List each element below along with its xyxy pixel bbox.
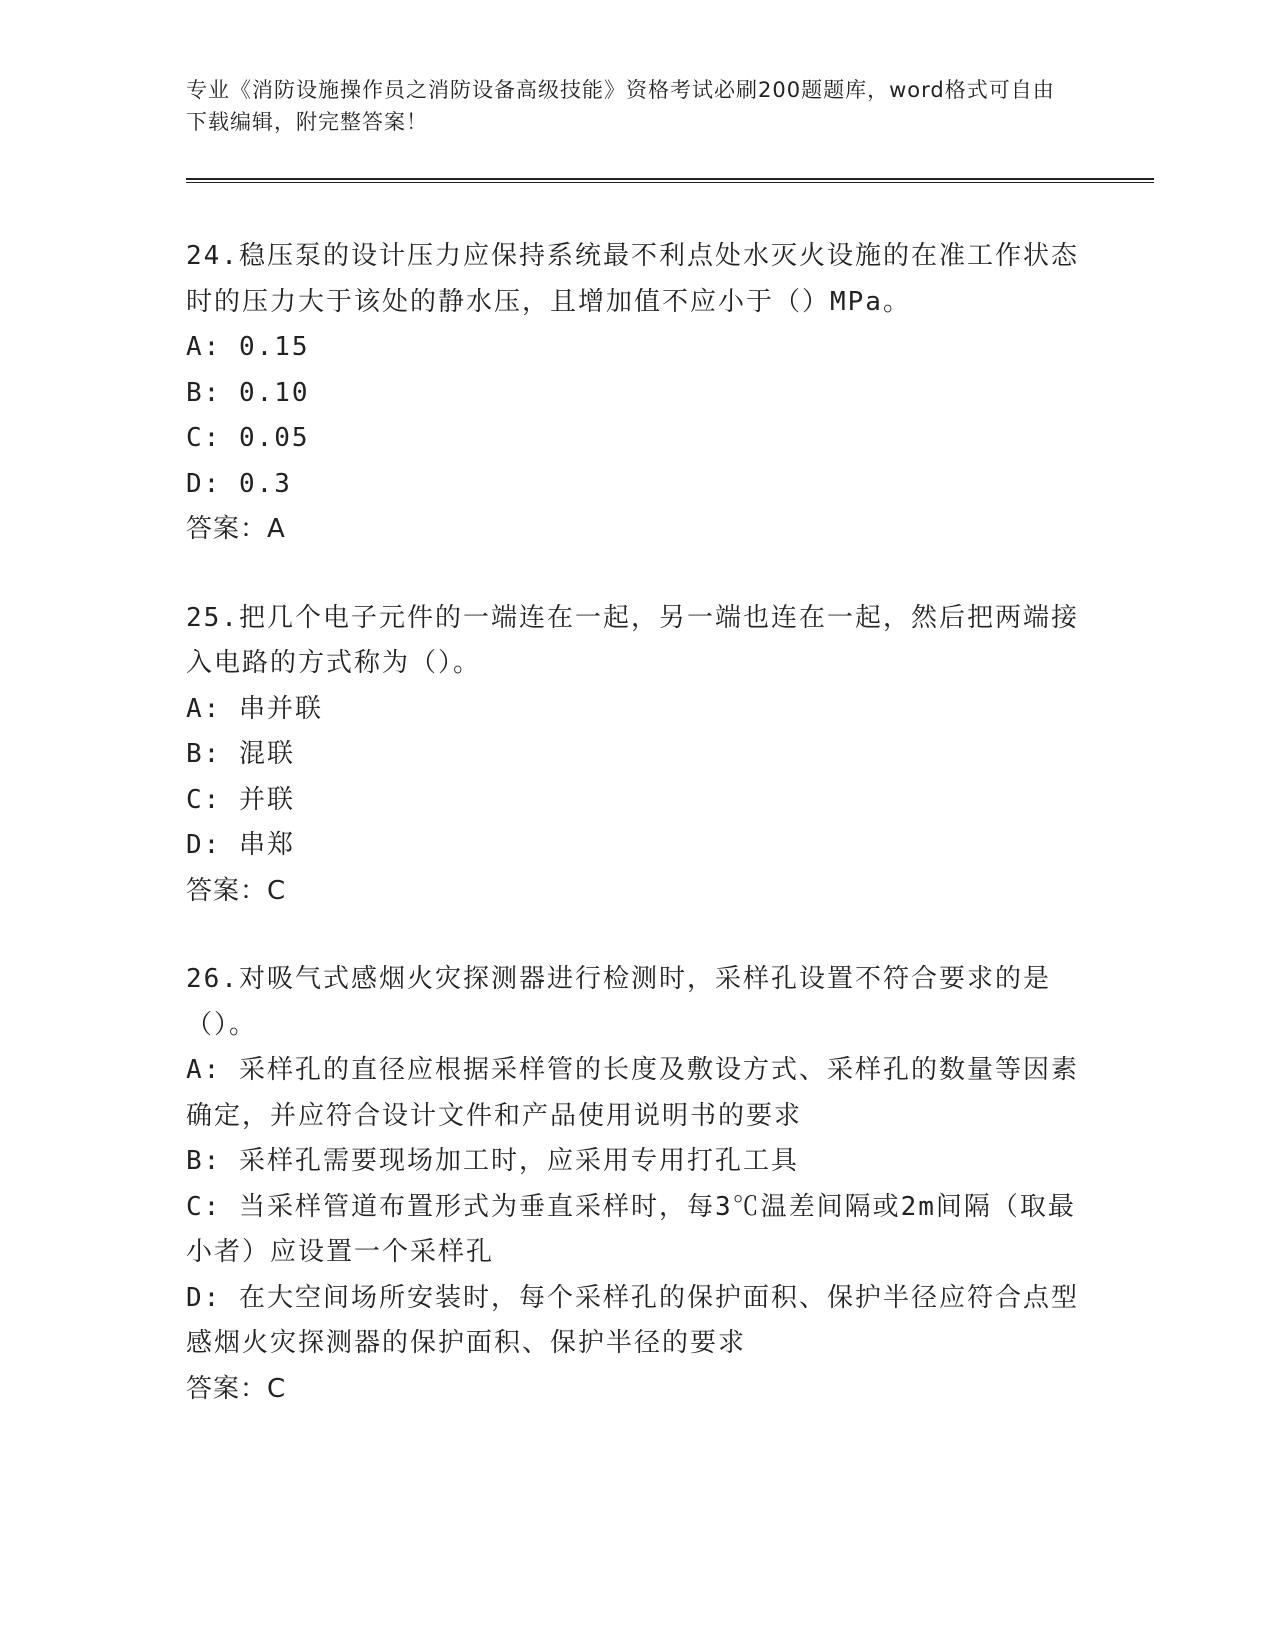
question-list [186, 234, 1086, 1455]
option-c: C: 并联 [186, 784, 295, 815]
option-c: C: 当采样管道布置形式为垂直采样时，每3℃温差间隔或2m间隔（取最小者）应设置一个采样孔 [186, 1191, 1076, 1267]
document-header: 专业《消防设施操作员之消防设备高级技能》资格考试必刷200题题库，word格式可自由下载编辑，附完整答案！ [186, 78, 1055, 134]
question-24 [186, 234, 1086, 553]
answer-label: 答案：A [186, 514, 286, 544]
option-c: C: 0.05 [186, 423, 310, 453]
option-a: A: 采样孔的直径应根据采样管的长度及敷设方式、采样孔的数量等因素确定，并应符合设计文件和产品使用说明书的要求 [186, 1055, 1079, 1131]
question-stem: 24.稳压泵的设计压力应保持系统最不利点处水灭火设施的在准工作状态时的压力大于该处的静水压，且增加值不应小于（）MPa。 [186, 241, 1079, 317]
header-divider [186, 178, 1154, 183]
answer-label: 答案：C [186, 875, 287, 906]
question-stem: 26.对吸气式感烟火灾探测器进行检测时，采样孔设置不符合要求的是（）。 [186, 964, 1051, 1040]
option-b: B: 0.10 [186, 377, 310, 408]
option-a: A: 0.15 [186, 332, 310, 362]
question-stem: 25.把几个电子元件的一端连在一起，另一端也连在一起，然后把两端接入电路的方式称为（）。 [186, 602, 1079, 678]
option-d: D: 串郑 [186, 830, 295, 860]
option-b: B: 混联 [186, 739, 295, 769]
option-a: A: 串并联 [186, 693, 323, 724]
answer-label: 答案：C [186, 1373, 287, 1404]
option-d: D: 在大空间场所安装时，每个采样孔的保护面积、保护半径应符合点型感烟火灾探测器的保护面积、保护半径的要求 [186, 1282, 1079, 1358]
question-25 [186, 596, 1086, 915]
question-26 [186, 957, 1086, 1412]
option-d: D: 0.3 [186, 468, 292, 499]
option-b: B: 采样孔需要现场加工时，应采用专用打孔工具 [186, 1146, 799, 1176]
